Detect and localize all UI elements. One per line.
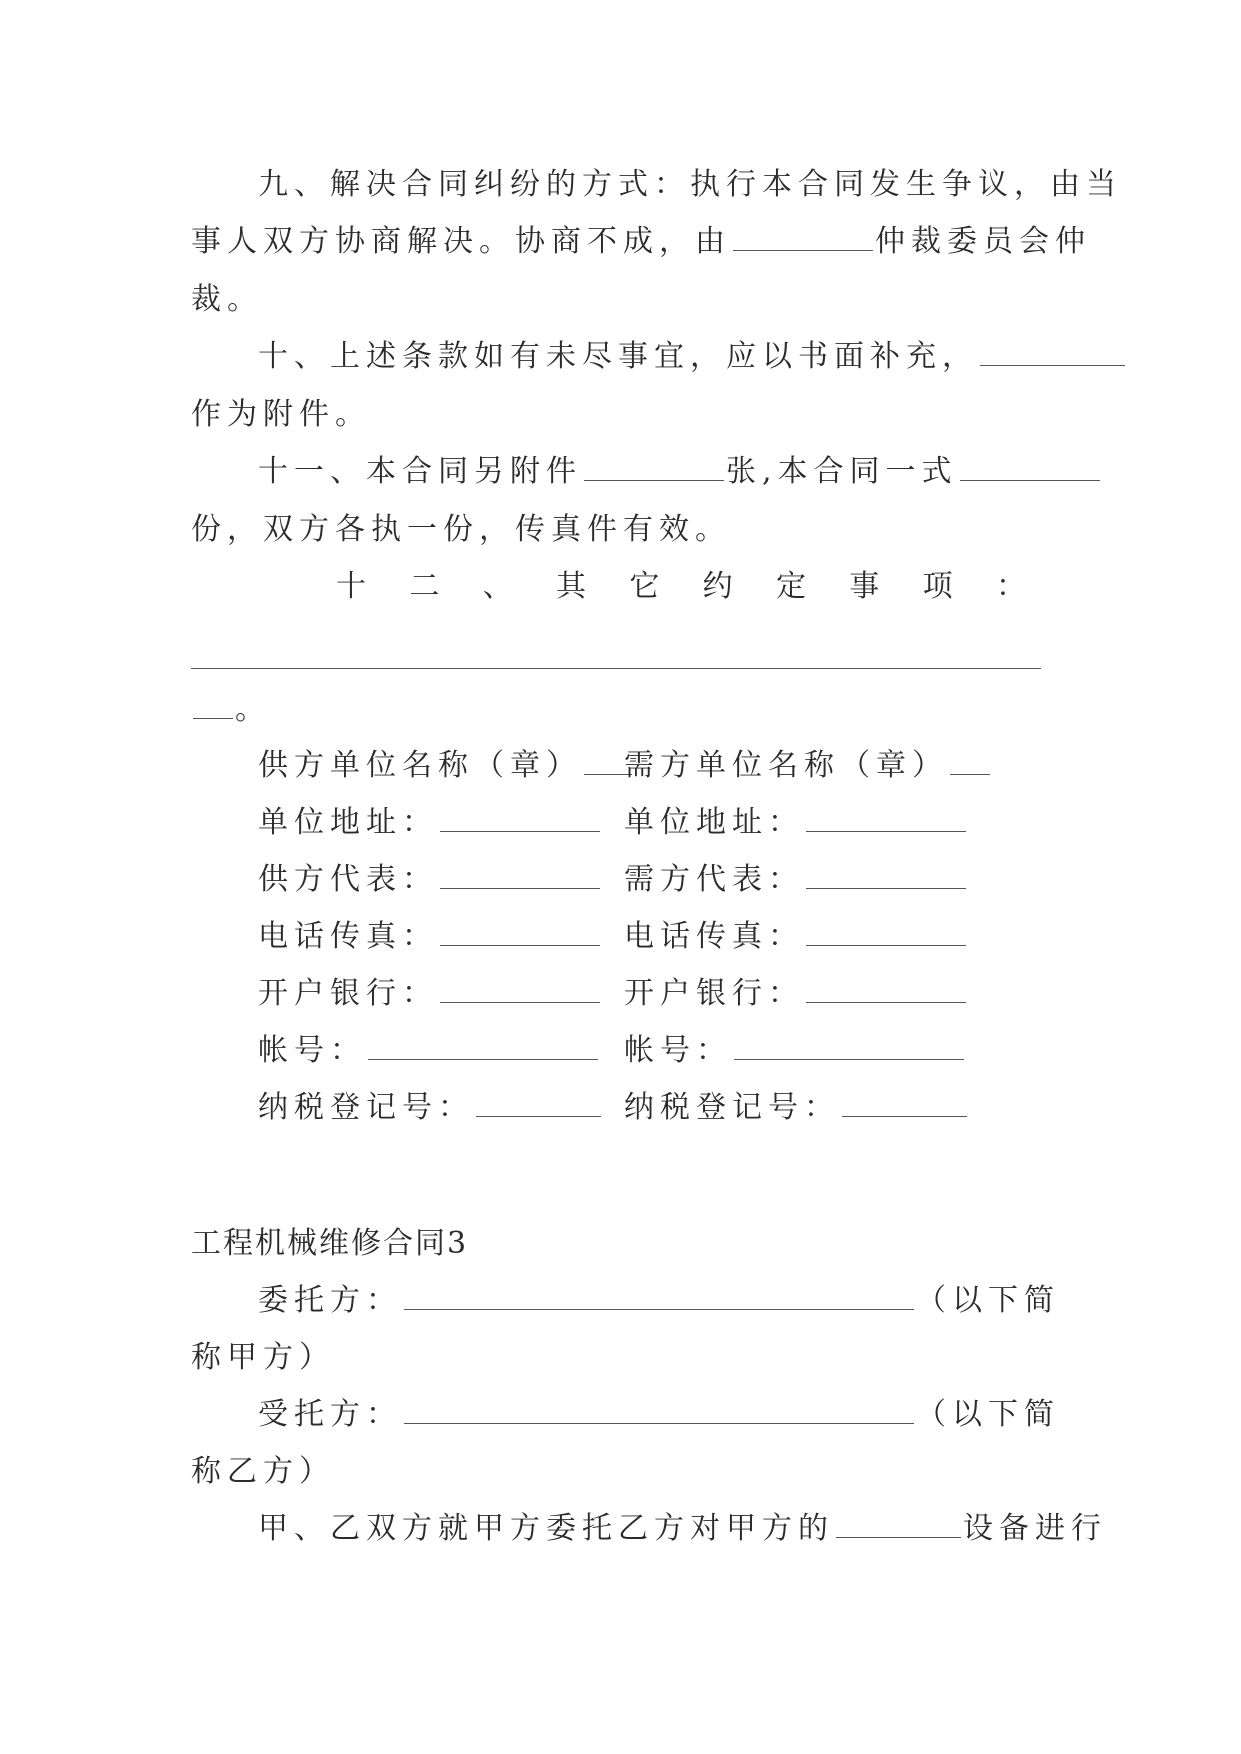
supplier-rep-blank[interactable] — [440, 860, 600, 889]
buyer-tax-blank[interactable] — [842, 1088, 967, 1117]
supplier-bank-row — [258, 974, 602, 1014]
supplier-account-blank[interactable] — [368, 1031, 598, 1060]
buyer-bank-row — [624, 974, 968, 1014]
buyer-rep-label: 需方代表： — [624, 862, 804, 897]
clause12-char: 定 — [775, 569, 806, 604]
buyer-address-label: 单位地址： — [624, 805, 804, 840]
clause11-line2: 份，双方各执一份，传真件有效。 — [191, 512, 731, 547]
clause12-char: 事 — [849, 569, 880, 604]
clause10-line1 — [258, 337, 1051, 377]
contractor-name-blank[interactable] — [404, 1395, 914, 1424]
buyer-bank-label: 开户银行： — [624, 976, 804, 1011]
contract3-title: 工程机械维修合同3 — [191, 1226, 469, 1261]
buyer-account-row — [624, 1031, 966, 1071]
contractor-line2: 称乙方） — [191, 1454, 335, 1489]
clause12-char: 其 — [555, 569, 586, 604]
supplier-rep-row — [258, 860, 602, 900]
buyer-name-label: 需方单位名称（章） — [624, 748, 948, 783]
clause12-char: 十 — [336, 569, 366, 604]
clause12-tail-line — [191, 690, 1051, 730]
clause12-heading — [336, 567, 1026, 607]
supplier-tax-row — [258, 1088, 603, 1128]
buyer-name-blank[interactable] — [950, 746, 990, 775]
supplier-account-row — [258, 1031, 600, 1071]
buyer-account-label: 帐号： — [624, 1033, 732, 1068]
buyer-phone-row — [624, 917, 968, 957]
clause10-line2: 作为附件。 — [191, 397, 371, 432]
contractor-line — [258, 1395, 1060, 1435]
clause12-char: 它 — [629, 569, 660, 604]
supplier-name-row — [258, 746, 634, 786]
supplier-address-label: 单位地址： — [258, 805, 438, 840]
clause12-char: 、 — [482, 569, 513, 604]
equipment-blank[interactable] — [836, 1509, 961, 1538]
supplier-tax-blank[interactable] — [476, 1088, 601, 1117]
buyer-rep-row — [624, 860, 968, 900]
arbitration-blank[interactable] — [733, 222, 873, 251]
clause9-line2-text: 事人双方协商解决。协商不成，由 — [191, 224, 731, 259]
clause12-char: 二 — [409, 569, 440, 604]
supplier-phone-row — [258, 917, 602, 957]
buyer-account-blank[interactable] — [734, 1031, 964, 1060]
clause9-line3: 裁。 — [191, 282, 263, 317]
buyer-tax-label: 纳税登记号： — [624, 1090, 840, 1125]
copies-count-blank[interactable] — [960, 452, 1100, 481]
contractor-label: 受托方： — [258, 1397, 402, 1432]
clause11-line1-mid: 张,本合同一式 — [726, 454, 958, 489]
other-matters-blank[interactable] — [191, 668, 1041, 669]
clause9-line2-tail: 仲裁委员会仲 — [875, 224, 1091, 259]
clause12-char: 项 — [922, 569, 953, 604]
supplier-tax-label: 纳税登记号： — [258, 1090, 474, 1125]
client-label: 委托方： — [258, 1283, 402, 1318]
client-line2: 称甲方） — [191, 1340, 335, 1375]
buyer-phone-label: 电话传真： — [624, 919, 804, 954]
buyer-address-blank[interactable] — [806, 803, 966, 832]
buyer-name-row — [624, 746, 992, 786]
clause11-line1-text: 十一、本合同另附件 — [258, 454, 582, 489]
supplier-rep-label: 供方代表： — [258, 862, 438, 897]
client-suffix: （以下简 — [916, 1283, 1060, 1318]
clause11-line1 — [258, 452, 1051, 492]
buyer-phone-blank[interactable] — [806, 917, 966, 946]
client-name-blank[interactable] — [404, 1281, 914, 1310]
clause12-char: 约 — [702, 569, 733, 604]
intro-tail: 设备进行 — [963, 1511, 1107, 1546]
clause9-line1: 九、解决合同纠纷的方式：执行本合同发生争议，由当 — [258, 167, 1122, 202]
supplement-blank[interactable] — [980, 337, 1125, 366]
attachment-count-blank[interactable] — [584, 452, 724, 481]
supplier-address-row — [258, 803, 602, 843]
supplier-address-blank[interactable] — [440, 803, 600, 832]
intro-line — [258, 1509, 1107, 1549]
supplier-name-label: 供方单位名称（章） — [258, 748, 582, 783]
intro-text: 甲、乙双方就甲方委托乙方对甲方的 — [258, 1511, 834, 1546]
clause10-line1-text: 十、上述条款如有未尽事宜，应以书面补充， — [258, 339, 978, 374]
contractor-suffix: （以下简 — [916, 1397, 1060, 1432]
supplier-bank-label: 开户银行： — [258, 976, 438, 1011]
other-matters-blank-end[interactable] — [193, 690, 233, 719]
supplier-phone-label: 电话传真： — [258, 919, 438, 954]
buyer-address-row — [624, 803, 968, 843]
clause9-line2 — [191, 222, 1091, 262]
buyer-rep-blank[interactable] — [806, 860, 966, 889]
clause12-char: ： — [995, 569, 1026, 604]
client-line — [258, 1281, 1060, 1321]
supplier-phone-blank[interactable] — [440, 917, 600, 946]
supplier-bank-blank[interactable] — [440, 974, 600, 1003]
clause12-tail: 。 — [235, 692, 271, 727]
buyer-bank-blank[interactable] — [806, 974, 966, 1003]
buyer-tax-row — [624, 1088, 969, 1128]
supplier-account-label: 帐号： — [258, 1033, 366, 1068]
